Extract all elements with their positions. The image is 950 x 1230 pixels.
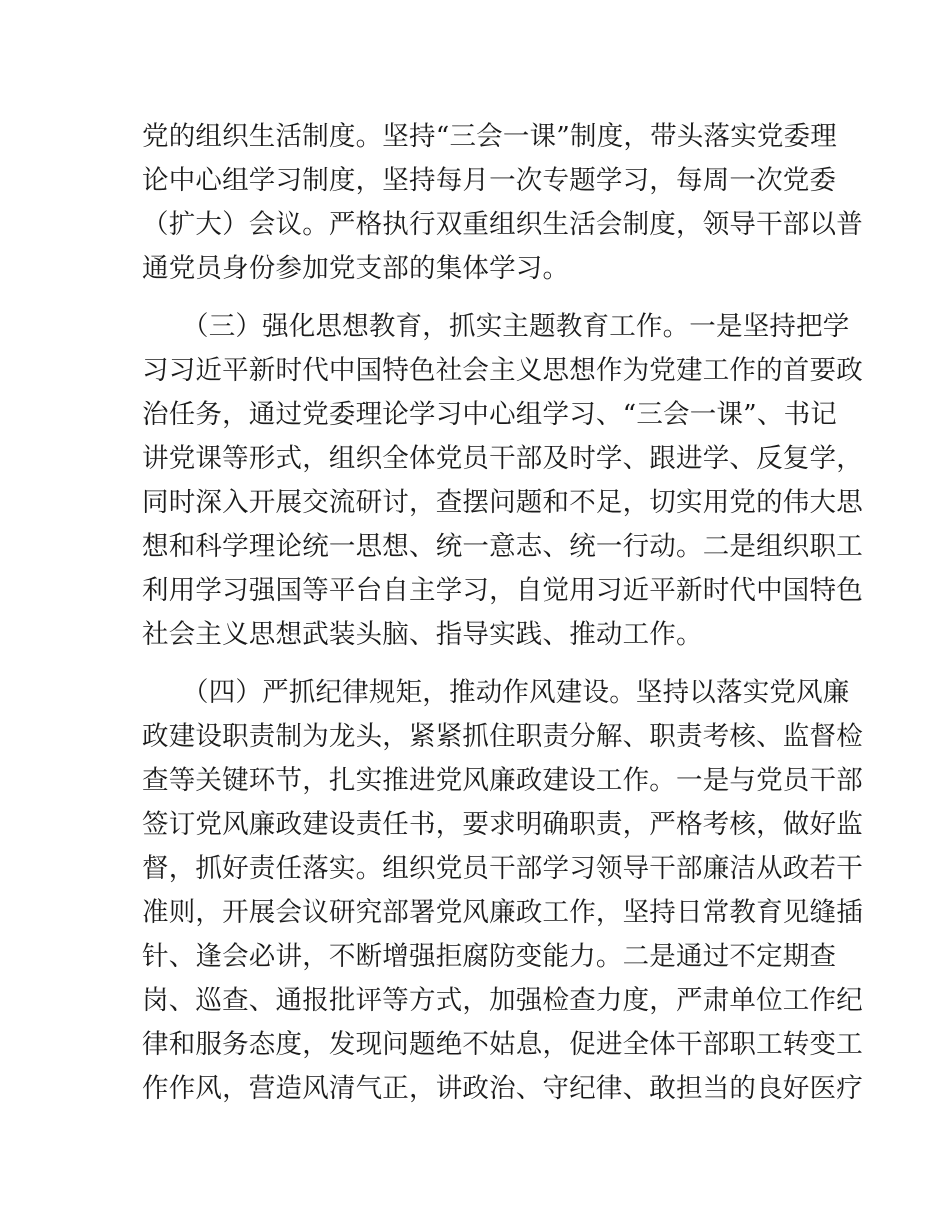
document-body bbox=[142, 115, 863, 1111]
section-heading-line: （四）严抓纪律规矩，推动作风建设。坚持以落实党风廉 bbox=[182, 677, 850, 708]
text-line: 律和服务态度，发现问题绝不姑息，促进全体干部职工转变工 bbox=[142, 1029, 863, 1060]
text-line: 岗、巡查、通报批评等方式，加强检查力度，严肃单位工作纪 bbox=[142, 985, 863, 1016]
text-line: 针、逢会必讲，不断增强拒腐防变能力。二是通过不定期查 bbox=[142, 941, 837, 972]
text-line: 同时深入开展交流研讨，查摆问题和不足，切实用党的伟大思 bbox=[142, 487, 863, 518]
text-line: 准则，开展会议研究部署党风廉政工作，坚持日常教育见缝插 bbox=[142, 897, 863, 928]
paragraph-org-life bbox=[142, 115, 863, 291]
text-line: 习习近平新时代中国特色社会主义思想作为党建工作的首要政 bbox=[142, 355, 863, 386]
text-line: 作作风，营造风清气正，讲政治、守纪律、敢担当的良好医疗 bbox=[142, 1073, 863, 1104]
text-line: 讲党课等形式，组织全体党员干部及时学、跟进学、反复学， bbox=[142, 443, 863, 474]
section-heading-line: （三）强化思想教育，抓实主题教育工作。一是坚持把学 bbox=[182, 311, 850, 342]
text-line: 督，抓好责任落实。组织党员干部学习领导干部廉洁从政若干 bbox=[142, 853, 863, 884]
text-line: 党的组织生活制度。坚持“三会一课”制度，带头落实党委理 bbox=[142, 121, 837, 152]
text-line: 查等关键环节，扎实推进党风廉政建设工作。一是与党员干部 bbox=[142, 765, 863, 796]
text-line: 签订党风廉政建设责任书，要求明确职责，严格考核，做好监 bbox=[142, 809, 863, 840]
text-line: 通党员身份参加党支部的集体学习。 bbox=[142, 253, 570, 284]
text-line: 想和科学理论统一思想、统一意志、统一行动。二是组织职工 bbox=[142, 531, 863, 562]
text-line: 政建设职责制为龙头，紧紧抓住职责分解、职责考核、监督检 bbox=[142, 721, 863, 752]
text-line: （扩大）会议。严格执行双重组织生活会制度，领导干部以普 bbox=[142, 209, 863, 240]
text-line: 论中心组学习制度，坚持每月一次专题学习，每周一次党委 bbox=[142, 165, 837, 196]
text-line: 治任务，通过党委理论学习中心组学习、“三会一课”、书记 bbox=[142, 399, 837, 430]
paragraph-ideological-education bbox=[142, 305, 863, 657]
paragraph-discipline bbox=[142, 671, 863, 1111]
text-line: 利用学习强国等平台自主学习，自觉用习近平新时代中国特色 bbox=[142, 575, 863, 606]
text-line: 社会主义思想武装头脑、指导实践、推动工作。 bbox=[142, 619, 703, 650]
